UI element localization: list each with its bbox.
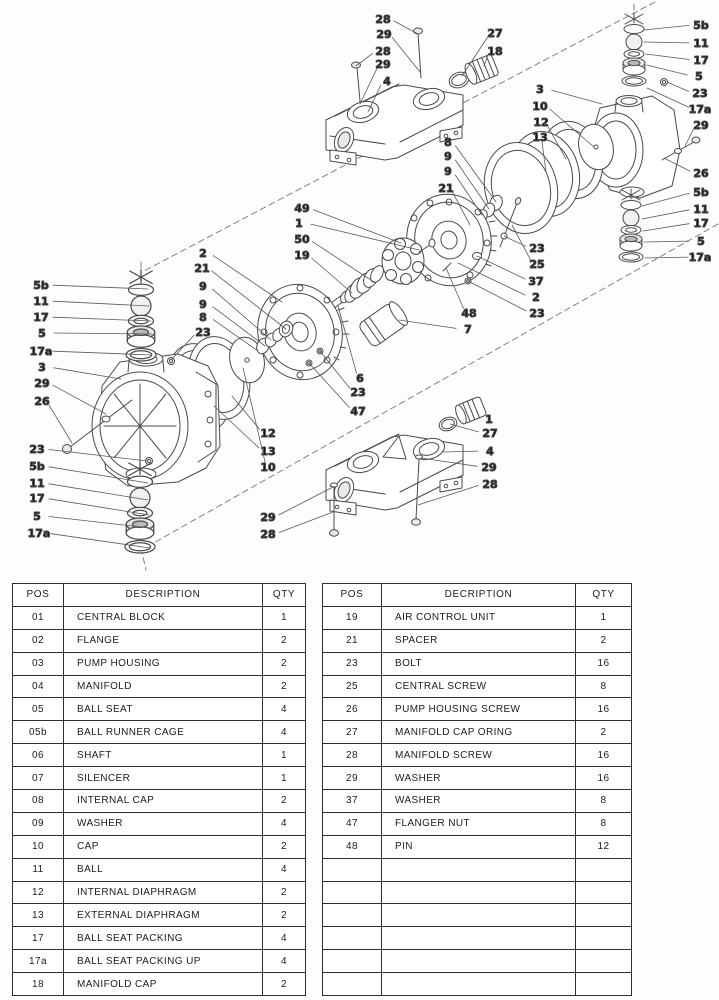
- pos-cell: 13: [13, 904, 64, 927]
- callout-label: 9: [444, 150, 452, 163]
- callout-label: 2: [532, 291, 540, 304]
- qty-cell: 1: [263, 744, 306, 767]
- callout-label: 7: [464, 323, 472, 336]
- callout-leader: [646, 54, 689, 60]
- callout-leader: [468, 281, 526, 311]
- table-row: [323, 606, 632, 629]
- table-row: [323, 744, 632, 767]
- qty-cell: 2: [263, 675, 306, 698]
- callout-label: 23: [350, 386, 366, 399]
- callout-label: 5b: [33, 279, 49, 292]
- column-header: POS: [13, 584, 64, 607]
- description-cell: CENTRAL SCREW: [382, 675, 576, 698]
- callout-leader: [309, 363, 349, 408]
- description-cell: BALL RUNNER CAGE: [64, 721, 263, 744]
- description-cell: INTERNAL DIAPHRAGM: [64, 881, 263, 904]
- callout-leader: [394, 21, 418, 34]
- qty-cell: 2: [263, 881, 306, 904]
- callout-leader: [643, 224, 689, 231]
- qty-cell: 16: [576, 744, 632, 767]
- qty-cell: 1: [576, 606, 632, 629]
- pos-cell: 11: [13, 858, 64, 881]
- callout-leader: [552, 90, 602, 104]
- qty-cell: 2: [576, 721, 632, 744]
- description-cell: [382, 858, 576, 881]
- description-cell: BALL SEAT PACKING UP: [64, 950, 263, 973]
- description-cell: [382, 927, 576, 950]
- callout-leader: [279, 487, 333, 515]
- table-row: [13, 698, 306, 721]
- description-cell: MANIFOLD CAP ORING: [382, 721, 576, 744]
- description-cell: [382, 881, 576, 904]
- description-cell: BALL: [64, 858, 263, 881]
- pos-cell: 25: [323, 675, 382, 698]
- table-row: [13, 973, 306, 996]
- callout-label: 9: [199, 280, 207, 293]
- callout-label: 19: [294, 249, 310, 262]
- table-row: [13, 767, 306, 790]
- callout-label: 29: [34, 377, 50, 390]
- qty-cell: 4: [263, 698, 306, 721]
- callout-leader: [279, 512, 333, 532]
- callout-label: 13: [532, 131, 548, 144]
- qty-cell: 2: [263, 835, 306, 858]
- callout-label: 5b: [693, 19, 709, 32]
- pos-cell: [323, 950, 382, 973]
- description-cell: AIR CONTROL UNIT: [382, 606, 576, 629]
- pos-cell: 48: [323, 835, 382, 858]
- table-row: [323, 881, 632, 904]
- description-cell: BOLT: [382, 652, 576, 675]
- callout-leader: [213, 256, 282, 302]
- pos-cell: 47: [323, 812, 382, 835]
- table-row: [323, 812, 632, 835]
- pos-cell: 09: [13, 812, 64, 835]
- callout-leader: [311, 224, 419, 250]
- callout-label: 10: [532, 100, 548, 113]
- pos-cell: 05: [13, 698, 64, 721]
- parts-table-right: [322, 583, 632, 996]
- parts-table-left: [12, 583, 306, 996]
- callout-label: 17a: [688, 251, 712, 264]
- callout-leader: [644, 241, 689, 242]
- callout-label: 11: [29, 477, 45, 490]
- description-cell: BALL SEAT PACKING: [64, 927, 263, 950]
- callout-label: 4: [486, 445, 494, 458]
- table-row: [323, 767, 632, 790]
- table-row: [13, 744, 306, 767]
- pos-cell: 29: [323, 767, 382, 790]
- description-cell: PUMP HOUSING SCREW: [382, 698, 576, 721]
- callout-label: 8: [444, 136, 452, 149]
- pos-cell: [323, 858, 382, 881]
- description-cell: CENTRAL BLOCK: [64, 606, 263, 629]
- table-row: [13, 675, 306, 698]
- callout-label: 11: [693, 37, 709, 50]
- callout-label: 29: [481, 461, 497, 474]
- qty-cell: [576, 950, 632, 973]
- pos-cell: 19: [323, 606, 382, 629]
- callout-leader: [49, 405, 72, 443]
- description-cell: SHAFT: [64, 744, 263, 767]
- description-cell: [382, 904, 576, 927]
- description-cell: FLANGER NUT: [382, 812, 576, 835]
- left-pump-housing: [63, 352, 221, 486]
- description-cell: [382, 950, 576, 973]
- column-header: QTY: [576, 584, 632, 607]
- callout-label: 29: [693, 119, 709, 132]
- callout-label: 28: [260, 528, 276, 541]
- qty-cell: 16: [576, 767, 632, 790]
- qty-cell: [576, 973, 632, 996]
- callout-label: 48: [461, 307, 477, 320]
- callout-label: 27: [487, 27, 503, 40]
- description-cell: MANIFOLD SCREW: [382, 744, 576, 767]
- qty-cell: 4: [263, 950, 306, 973]
- table-row: [323, 790, 632, 813]
- callout-label: 1: [485, 413, 493, 426]
- callout-label: 21: [438, 182, 454, 195]
- pos-cell: 05b: [13, 721, 64, 744]
- callout-label: 5: [695, 70, 703, 83]
- callout-leader: [644, 25, 689, 30]
- pos-cell: 08: [13, 790, 64, 813]
- table-row: [13, 652, 306, 675]
- pos-cell: [323, 904, 382, 927]
- description-cell: WASHER: [64, 812, 263, 835]
- callout-label: 10: [260, 461, 276, 474]
- callout-label: 17: [693, 54, 709, 67]
- callout-label: 29: [376, 28, 392, 41]
- qty-cell: 8: [576, 790, 632, 813]
- table-row: [323, 675, 632, 698]
- qty-cell: 2: [576, 629, 632, 652]
- description-cell: FLANGE: [64, 629, 263, 652]
- callout-label: 6: [356, 372, 364, 385]
- callout-label: 28: [482, 478, 498, 491]
- callout-label: 28: [375, 13, 391, 26]
- description-cell: BALL SEAT: [64, 698, 263, 721]
- pos-cell: [323, 881, 382, 904]
- callout-leader: [647, 65, 687, 75]
- pos-cell: 21: [323, 629, 382, 652]
- callout-leader: [392, 38, 420, 72]
- qty-cell: 2: [263, 629, 306, 652]
- callout-label: 12: [260, 427, 276, 440]
- pos-cell: 18: [13, 973, 64, 996]
- callout-label: 1: [295, 217, 303, 230]
- qty-cell: 2: [263, 904, 306, 927]
- table-row: [13, 904, 306, 927]
- callout-leader: [313, 210, 401, 243]
- description-cell: CAP: [64, 835, 263, 858]
- qty-cell: 8: [576, 812, 632, 835]
- callout-label: 2: [199, 247, 207, 260]
- column-header: DESCRIPTION: [64, 584, 263, 607]
- table-row: [13, 835, 306, 858]
- qty-cell: 4: [263, 812, 306, 835]
- top-manifold: [326, 28, 499, 165]
- callout-label: 11: [693, 203, 709, 216]
- pos-cell: 17a: [13, 950, 64, 973]
- description-cell: EXTERNAL DIAPHRAGM: [64, 904, 263, 927]
- pos-cell: 26: [323, 698, 382, 721]
- qty-cell: 2: [263, 973, 306, 996]
- table-row: [13, 858, 306, 881]
- callout-label: 23: [529, 307, 545, 320]
- table-row: [323, 652, 632, 675]
- callout-label: 3: [38, 361, 46, 374]
- description-cell: PIN: [382, 835, 576, 858]
- callout-label: 5: [697, 235, 705, 248]
- callout-label: 25: [529, 258, 545, 271]
- callout-label: 21: [194, 262, 210, 275]
- qty-cell: 16: [576, 652, 632, 675]
- callout-label: 47: [350, 405, 366, 418]
- table-row: [323, 950, 632, 973]
- callout-label: 4: [383, 75, 391, 88]
- table-row: [323, 973, 632, 996]
- callout-label: 17: [33, 311, 49, 324]
- column-header: QTY: [263, 584, 306, 607]
- callout-label: 17a: [688, 103, 712, 116]
- column-header: DECRIPTION: [382, 584, 576, 607]
- description-cell: WASHER: [382, 767, 576, 790]
- table-row: [13, 629, 306, 652]
- pos-cell: 12: [13, 881, 64, 904]
- callout-leader: [645, 257, 688, 258]
- description-cell: PUMP HOUSING: [64, 652, 263, 675]
- table-row: [13, 950, 306, 973]
- pos-cell: 10: [13, 835, 64, 858]
- callout-label: 23: [195, 326, 211, 339]
- qty-cell: 16: [576, 698, 632, 721]
- description-cell: INTERNAL CAP: [64, 790, 263, 813]
- table-row: [323, 698, 632, 721]
- pos-cell: 17: [13, 927, 64, 950]
- callout-label: 17a: [29, 345, 53, 358]
- qty-cell: [576, 904, 632, 927]
- qty-cell: 12: [576, 835, 632, 858]
- table-row: [13, 790, 306, 813]
- description-cell: [382, 973, 576, 996]
- silencer: [358, 299, 411, 348]
- qty-cell: [576, 927, 632, 950]
- callout-label: 23: [692, 87, 708, 100]
- callout-label: 49: [294, 202, 310, 215]
- callout-label: 5: [33, 510, 41, 523]
- qty-cell: 8: [576, 675, 632, 698]
- callout-leader: [312, 242, 374, 282]
- table-row: [323, 927, 632, 950]
- description-cell: SILENCER: [64, 767, 263, 790]
- callout-label: 3: [536, 83, 544, 96]
- callout-label: 17: [693, 217, 709, 230]
- table-row: [13, 881, 306, 904]
- table-row: [13, 721, 306, 744]
- callout-label: 50: [294, 233, 310, 246]
- pos-cell: 07: [13, 767, 64, 790]
- pos-cell: 23: [323, 652, 382, 675]
- callout-label: 37: [528, 275, 544, 288]
- callout-label: 8: [199, 311, 207, 324]
- column-header: POS: [323, 584, 382, 607]
- pos-cell: 03: [13, 652, 64, 675]
- table-row: [323, 629, 632, 652]
- callout-label: 18: [487, 45, 503, 58]
- callout-label: 27: [482, 427, 498, 440]
- callout-label: 17a: [27, 527, 51, 540]
- callout-label: 12: [533, 116, 549, 129]
- callout-leader: [642, 210, 689, 219]
- callout-leader: [356, 53, 373, 66]
- description-cell: MANIFOLD: [64, 675, 263, 698]
- callout-label: 13: [260, 445, 276, 458]
- description-cell: WASHER: [382, 790, 576, 813]
- qty-cell: 4: [263, 721, 306, 744]
- pos-cell: 04: [13, 675, 64, 698]
- callout-label: 23: [529, 242, 545, 255]
- callout-label: 29: [375, 58, 391, 71]
- diagram-artwork: [28, 2, 718, 570]
- qty-cell: [576, 881, 632, 904]
- table-row: [13, 927, 306, 950]
- pos-cell: 01: [13, 606, 64, 629]
- table-row: [13, 606, 306, 629]
- callout-label: 11: [33, 295, 49, 308]
- callout-label: 17: [29, 492, 45, 505]
- table-row: [323, 858, 632, 881]
- callout-label: 26: [34, 395, 50, 408]
- callout-label: 26: [693, 167, 709, 180]
- callout-leader: [667, 82, 689, 91]
- callout-label: 28: [375, 45, 391, 58]
- description-cell: SPACER: [382, 629, 576, 652]
- table-row: [13, 812, 306, 835]
- description-cell: MANIFOLD CAP: [64, 973, 263, 996]
- pos-cell: 27: [323, 721, 382, 744]
- callout-label: 23: [29, 443, 45, 456]
- qty-cell: 2: [263, 790, 306, 813]
- callout-label: 9: [444, 165, 452, 178]
- qty-cell: 1: [263, 767, 306, 790]
- callout-label: 5b: [29, 460, 45, 473]
- pos-cell: [323, 973, 382, 996]
- table-row: [323, 835, 632, 858]
- callout-leader: [644, 42, 689, 43]
- pos-cell: 28: [323, 744, 382, 767]
- qty-cell: 1: [263, 606, 306, 629]
- qty-cell: [576, 858, 632, 881]
- table-row: [323, 721, 632, 744]
- pos-cell: 37: [323, 790, 382, 813]
- callout-label: 5b: [693, 186, 709, 199]
- qty-cell: 2: [263, 652, 306, 675]
- qty-cell: 4: [263, 927, 306, 950]
- table-row: [323, 904, 632, 927]
- callout-label: 29: [260, 511, 276, 524]
- callout-label: 5: [38, 327, 46, 340]
- pos-cell: 02: [13, 629, 64, 652]
- qty-cell: 4: [263, 858, 306, 881]
- pos-cell: [323, 927, 382, 950]
- pos-cell: 06: [13, 744, 64, 767]
- callout-label: 9: [199, 298, 207, 311]
